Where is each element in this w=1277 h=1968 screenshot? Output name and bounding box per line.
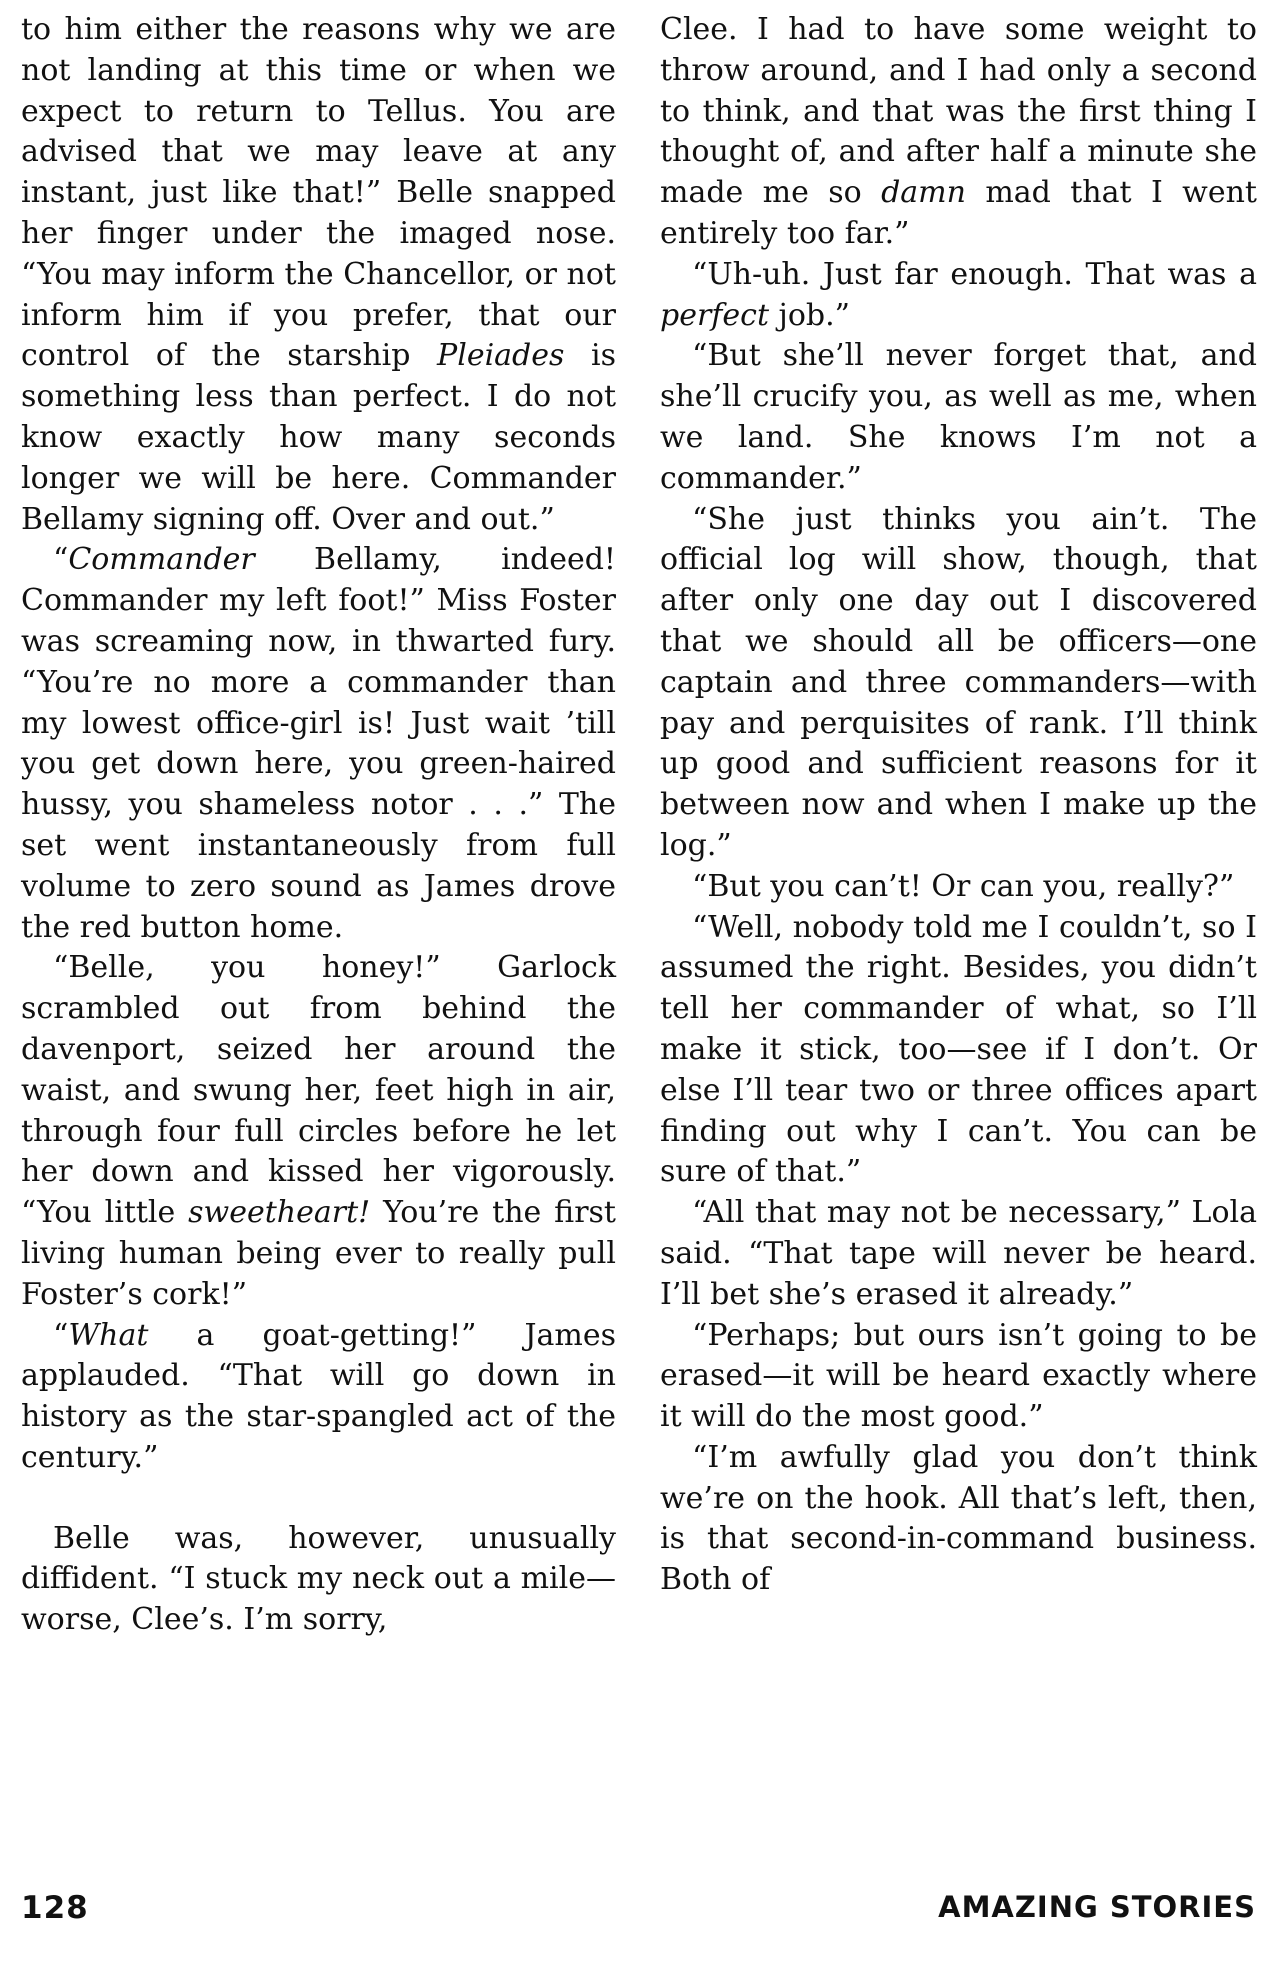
paragraph xyxy=(660,255,1257,337)
paragraph xyxy=(660,336,1257,499)
italic-text: sweetheart! xyxy=(188,1195,371,1231)
paragraph xyxy=(660,867,1257,908)
paragraph xyxy=(660,1193,1257,1315)
italic-text: damn xyxy=(881,175,966,211)
paragraph xyxy=(660,500,1257,867)
text-run: Bellamy, indeed! Commander my left foot!” Miss Foster was screaming now, in thwarted fury. “You’re no more a commander than my lowest office-girl is! Just wait ’till you get down here, you green-haired hussy, you shameless notor . . .” The set went instantaneously from full volume to zero sound as James drove the red button home. xyxy=(21,542,616,945)
italic-text: What xyxy=(68,1317,149,1353)
text-run: is something less than perfect. I do not know exactly how many seconds longer we will be here. Commander Bellamy signing off. Over and out.” xyxy=(21,338,616,537)
text-run: “I’m awfully glad you don’t think we’re on the hook. All that’s left, then, is that second-in-command business. Both of xyxy=(660,1439,1257,1598)
text-run: “Well, nobody told me I couldn’t, so I assumed the right. Besides, you didn’t tell her commander of what, so I’ll make it stick, too—see if I don’t. Or else I’ll tear two or three offices apart finding out why I can’t. You can be sure of that.” xyxy=(660,909,1257,1190)
text-run: “But she’ll never forget that, and she’ll crucify you, as well as me, when we land. She knows I’m not a commander.” xyxy=(660,338,1257,496)
paragraph xyxy=(21,540,616,948)
page-number: 128 xyxy=(21,1890,89,1926)
text-run: “All that may not be necessary,” Lola said. “That tape will never be heard. I’ll bet she’s erased it already.” xyxy=(660,1195,1257,1312)
text-run: a goat-getting!” James applauded. “That will go down in history as the star-spangled act of the century.” xyxy=(21,1317,616,1475)
text-run: “She just thinks you ain’t. The official log will show, though, that after only one day out I discovered that we should all be officers—one captain and three commanders—with pay and perquisites of rank. I’ll think up good and sufficient reasons for it between now and when I make up the log.” xyxy=(660,501,1257,863)
text-run: “Uh-uh. Just far enough. That was a xyxy=(692,256,1257,292)
text-run: Clee. I had to have some weight to throw around, and I had only a second to think, and that was the first thing I thought of, and after half a minute she made me so xyxy=(660,12,1257,211)
text-run: “But you can’t! Or can you, really?” xyxy=(692,868,1235,904)
running-title: AMAZING STORIES xyxy=(938,1890,1256,1924)
page-footer xyxy=(0,1890,1277,1940)
paragraph xyxy=(21,948,616,1315)
italic-text: Pleiades xyxy=(437,338,565,374)
text-run: “ xyxy=(53,542,69,578)
left-text-column xyxy=(21,10,616,1641)
paragraph xyxy=(660,1438,1257,1601)
right-text-column xyxy=(660,10,1257,1601)
paragraph xyxy=(21,1316,616,1479)
paragraph xyxy=(21,10,616,540)
text-run: “Belle, you honey!” Garlock scrambled out from behind the davenport, seized her around the waist, and swung her, feet high in air, through four full circles before he let her down and kissed her vigorously. “You little xyxy=(21,950,616,1231)
paragraph xyxy=(660,908,1257,1194)
text-run: You’re the first living human being ever to really pull Foster’s cork!” xyxy=(21,1195,616,1312)
italic-text: perfect xyxy=(660,297,770,333)
paragraph xyxy=(21,1519,616,1641)
italic-text: Commander xyxy=(68,542,255,578)
paragraph xyxy=(660,1316,1257,1438)
text-run: job.” xyxy=(769,297,850,333)
text-run: “ xyxy=(53,1317,69,1353)
text-run: Belle was, however, unusually diffident. “I stuck my neck out a mile—worse, Clee’s. I’m sorry, xyxy=(21,1520,616,1638)
text-run: mad that I went entirely too far.” xyxy=(660,175,1257,251)
paragraph xyxy=(660,10,1257,255)
text-run: “Perhaps; but ours isn’t going to be erased—it will be heard exactly where it will do the most good.” xyxy=(660,1317,1257,1435)
text-run: to him either the reasons why we are not landing at this time or when we expect to return to Tellus. You are advised that we may leave at any instant, just like that!” Belle snapped her finger under the imaged nose. “You may inform the Chancellor, or not inform him if you prefer, that our control of the starship xyxy=(21,12,616,374)
